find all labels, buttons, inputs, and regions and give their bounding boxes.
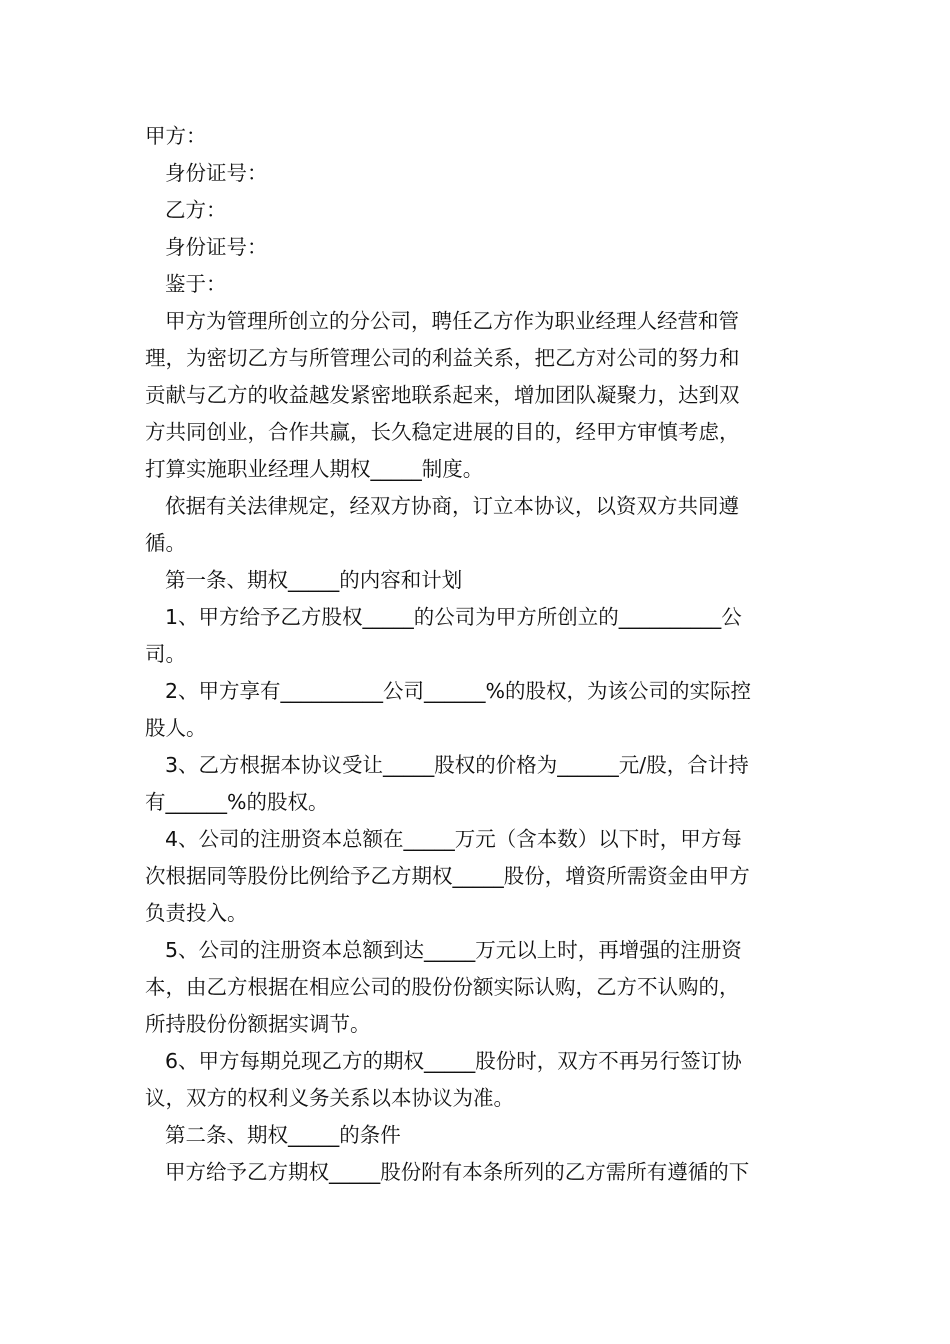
text-line: 理，为密切乙方与所管理公司的利益关系，把乙方对公司的努力和 — [145, 346, 740, 370]
text-line-id-b: 身份证号： — [165, 235, 268, 259]
text-line: 本，由乙方根据在相应公司的股份份额实际认购，乙方不认购的， — [145, 975, 740, 999]
clause-4: 4、公司的注册资本总额在_____万元（含本数）以下时，甲方每 — [165, 827, 742, 851]
text-line: 打算实施职业经理人期权_____制度。 — [145, 457, 484, 481]
clause-5: 5、公司的注册资本总额到达_____万元以上时，再增强的注册资 — [165, 938, 742, 962]
text-line: 甲方为管理所创立的分公司，聘任乙方作为职业经理人经营和管 — [165, 309, 739, 333]
text-line: 甲方给予乙方期权_____股份附有本条所列的乙方需所有遵循的下 — [165, 1160, 750, 1184]
text-line: 负责投入。 — [145, 901, 248, 925]
clause-1: 1、甲方给予乙方股权_____的公司为甲方所创立的__________公 — [165, 605, 742, 629]
text-line: 循。 — [145, 531, 186, 555]
text-line: 有______%的股权。 — [145, 790, 329, 814]
document-page — [145, 118, 810, 1191]
article-2-heading: 第二条、期权_____的条件 — [165, 1123, 401, 1147]
clause-2: 2、甲方享有__________公司______%的股权，为该公司的实际控 — [165, 679, 752, 703]
text-line: 依据有关法律规定，经双方协商，订立本协议，以资双方共同遵 — [165, 494, 739, 518]
article-1-heading: 第一条、期权_____的内容和计划 — [165, 568, 463, 592]
text-line-id-a: 身份证号： — [165, 161, 268, 185]
text-line-party-a: 甲方： — [145, 124, 207, 148]
text-line-party-b: 乙方： — [165, 198, 227, 222]
text-line: 次根据同等股份比例给予乙方期权_____股份，增资所需资金由甲方 — [145, 864, 750, 888]
text-line: 股人。 — [145, 716, 207, 740]
text-line: 方共同创业，合作共赢，长久稳定进展的目的，经甲方审慎考虑， — [145, 420, 740, 444]
clause-3: 3、乙方根据本协议受让_____股权的价格为______元/股，合计持 — [165, 753, 749, 777]
text-line-whereas: 鉴于： — [165, 272, 227, 296]
text-line: 所持股份份额据实调节。 — [145, 1012, 371, 1036]
text-line: 议，双方的权利义务关系以本协议为准。 — [145, 1086, 514, 1110]
text-line: 贡献与乙方的收益越发紧密地联系起来，增加团队凝聚力，达到双 — [145, 383, 740, 407]
text-line: 司。 — [145, 642, 186, 666]
clause-6: 6、甲方每期兑现乙方的期权_____股份时，双方不再另行签订协 — [165, 1049, 742, 1073]
